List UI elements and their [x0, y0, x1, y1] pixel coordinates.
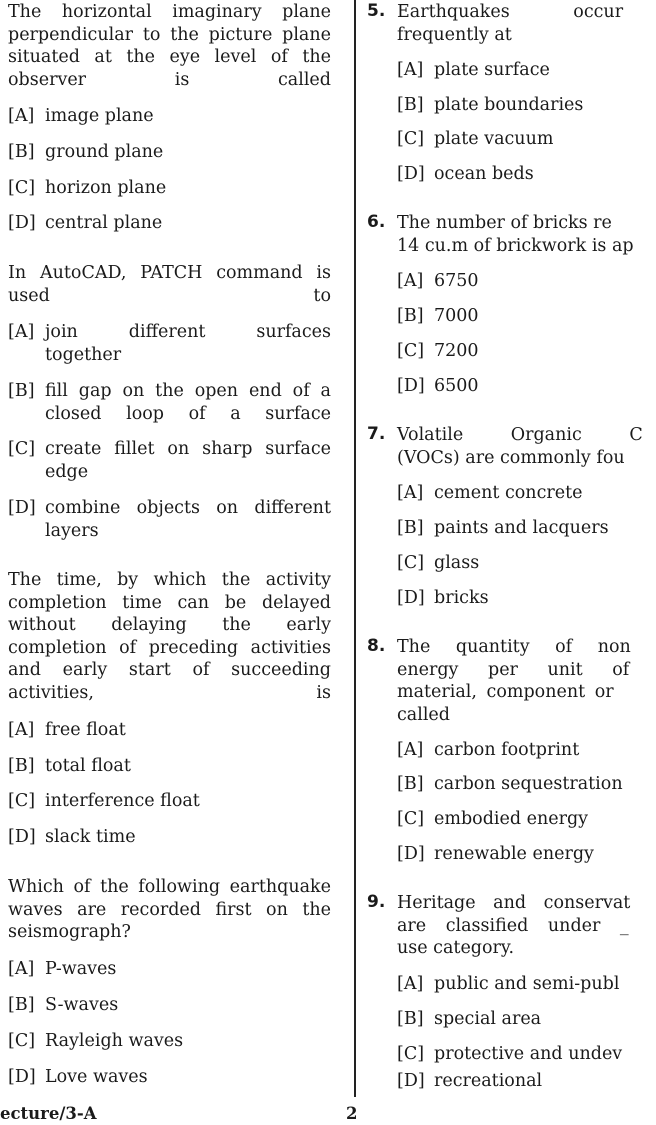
question-4 [8, 876, 331, 944]
option-c: [C] create fillet on sharp surface edge [8, 439, 331, 482]
question-stem: Volatile Organic C (VOCs) are commonly fou [397, 425, 643, 468]
question-number: 8. [367, 636, 386, 656]
option-a: [A] 6750 [397, 271, 479, 291]
option-c: [C] horizon plane [8, 178, 167, 198]
option-a: [A] P-waves [8, 959, 117, 979]
option-b: [B] carbon sequestration [397, 774, 623, 794]
option-b: [B] fill gap on the open end of a closed loop of a surface [8, 381, 331, 424]
question-2 [8, 262, 331, 307]
option-d: [D] combine objects on different layers [8, 498, 331, 541]
option-c: [C] 7200 [397, 341, 479, 361]
option-d: [D] ocean beds [397, 164, 534, 184]
option-c: [C] embodied energy [397, 809, 589, 829]
option-d: [D] renewable energy [397, 844, 594, 864]
option-b: [B] special area [397, 1009, 542, 1029]
question-stem: The number of bricks re 14 cu.m of brickwork is ap [397, 213, 634, 256]
question-number: 7. [367, 424, 386, 444]
option-d: [D] Love waves [8, 1067, 148, 1087]
question-stem: The horizontal imaginary plane perpendicular to the picture plane situated at the eye level of the observer is called [8, 2, 331, 90]
footer-paper-code: ecture/3-A [0, 1104, 97, 1123]
question-stem: The quantity of non energy per unit of material, component or called [397, 637, 631, 725]
option-b: [B] total float [8, 756, 131, 776]
question-number: 6. [367, 212, 386, 232]
option-d: [D] bricks [397, 588, 489, 608]
option-c: [C] Rayleigh waves [8, 1031, 184, 1051]
question-3 [8, 569, 331, 704]
option-d: [D] 6500 [397, 376, 479, 396]
option-d: [D] recreational [397, 1071, 543, 1091]
question-stem: Which of the following earthquake waves are recorded first on the seismograph? [8, 877, 331, 942]
option-b: [B] plate boundaries [397, 95, 584, 115]
question-stem: The time, by which the activity completion time can be delayed without delaying the early completion of preceding activities and early start of succeeding activities, is [8, 570, 331, 703]
question-stem: In AutoCAD, PATCH command is used to [8, 263, 331, 306]
option-a: [A] image plane [8, 106, 154, 126]
option-b: [B] S-waves [8, 995, 119, 1015]
option-a: [A] plate surface [397, 60, 550, 80]
option-b: [B] 7000 [397, 306, 479, 326]
question-7 [367, 424, 656, 469]
question-stem: Earthquakes occur frequently at [397, 2, 624, 45]
question-number: 9. [367, 892, 386, 912]
option-b: [B] ground plane [8, 142, 164, 162]
column-divider [354, 0, 356, 1097]
question-stem: Heritage and conservat are classified under _ use category. [397, 893, 631, 958]
option-c: [C] protective and undev [397, 1044, 623, 1064]
question-number: 5. [367, 1, 386, 21]
option-c: [C] glass [397, 553, 480, 573]
option-d: [D] central plane [8, 213, 163, 233]
question-1 [8, 1, 331, 91]
option-a: [A] public and semi-publ [397, 974, 620, 994]
question-5 [367, 1, 656, 46]
option-b: [B] paints and lacquers [397, 518, 609, 538]
option-a: [A] cement concrete [397, 483, 583, 503]
option-a: [A] join different surfaces together [8, 322, 331, 365]
option-a: [A] carbon footprint [397, 740, 580, 760]
option-c: [C] interference float [8, 791, 200, 811]
question-9 [367, 892, 656, 960]
option-d: [D] slack time [8, 827, 136, 847]
option-c: [C] plate vacuum [397, 129, 554, 149]
option-a: [A] free float [8, 720, 126, 740]
question-6 [367, 212, 656, 257]
question-8 [367, 636, 656, 726]
page-number: 2 [346, 1104, 358, 1123]
